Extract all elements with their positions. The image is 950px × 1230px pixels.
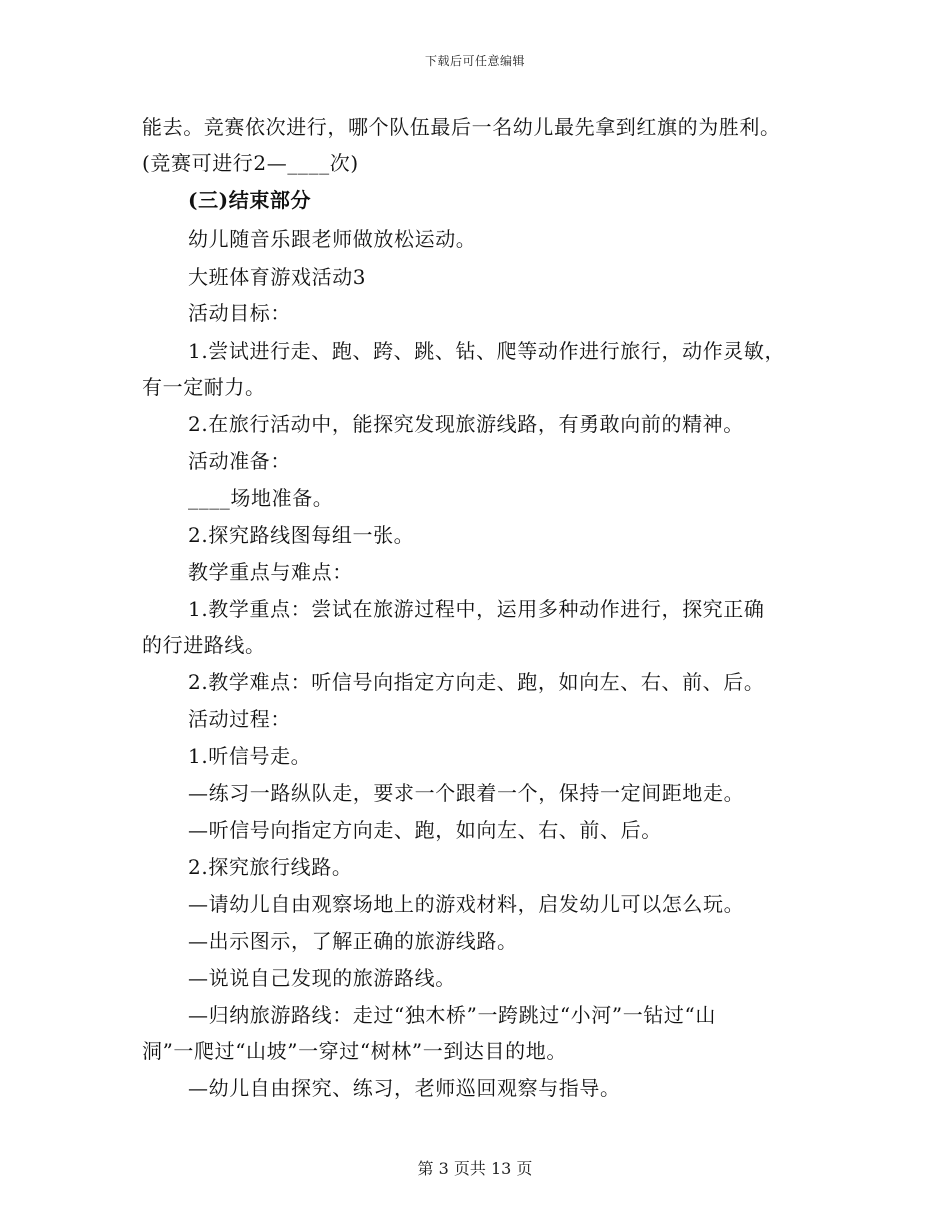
page-footer: 第 3 页共 13 页 (417, 1159, 533, 1178)
paragraph-line: 的行进路线。 (142, 633, 266, 657)
paragraph-line: 2.探究路线图每组一张。 (188, 523, 415, 547)
paragraph-line: 1.尝试进行走、跑、跨、跳、钻、爬等动作进行旅行，动作灵敏， (188, 339, 786, 363)
paragraph-line: —出示图示，了解正确的旅游线路。 (188, 929, 518, 953)
paragraph-line: 活动目标： (188, 301, 291, 325)
paragraph-line: 活动准备： (188, 449, 291, 473)
paragraph-line: 2.教学难点：听信号向指定方向走、跑，如向左、右、前、后。 (188, 670, 765, 694)
paragraph-line: 2.在旅行活动中，能探究发现旅游线路，有勇敢向前的精神。 (188, 412, 744, 436)
paragraph-line: —说说自己发现的旅游路线。 (188, 966, 456, 990)
paragraph-line: ____场地准备。 (188, 486, 334, 510)
paragraph-line: —归纳旅游路线：走过“独木桥”一跨跳过“小河”一钻过“山 (188, 1003, 716, 1027)
paragraph-line: 洞”一爬过“山坡”一穿过“树林”一到达目的地。 (142, 1039, 567, 1063)
paragraph-line: 活动过程： (188, 707, 291, 731)
paragraph-line: 1.教学重点：尝试在旅游过程中，运用多种动作进行，探究正确 (188, 597, 765, 621)
page-header: 下载后可任意编辑 (424, 54, 525, 68)
paragraph-line: —幼儿自由探究、练习，老师巡回观察与指导。 (188, 1076, 621, 1100)
paragraph-line: 教学重点与难点： (188, 560, 353, 584)
paragraph-line: —练习一路纵队走，要求一个跟着一个，保持一定间距地走。 (188, 781, 745, 805)
paragraph-line: (竞赛可进行2—____次) (142, 151, 359, 175)
paragraph-line: —请幼儿自由观察场地上的游戏材料，启发幼儿可以怎么玩。 (188, 892, 745, 916)
paragraph-line: 能去。竞赛依次进行，哪个队伍最后一名幼儿最先拿到红旗的为胜利。 (142, 115, 781, 139)
paragraph-line: 1.听信号走。 (188, 744, 312, 768)
activity-title: 大班体育游戏活动3 (188, 265, 367, 289)
paragraph-line: 幼儿随音乐跟老师做放松运动。 (188, 227, 477, 251)
paragraph-line: 有一定耐力。 (142, 375, 266, 399)
paragraph-line: 2.探究旅行线路。 (188, 855, 353, 879)
paragraph-line: —听信号向指定方向走、跑，如向左、右、前、后。 (188, 818, 662, 842)
section-heading: (三)结束部分 (188, 188, 312, 212)
